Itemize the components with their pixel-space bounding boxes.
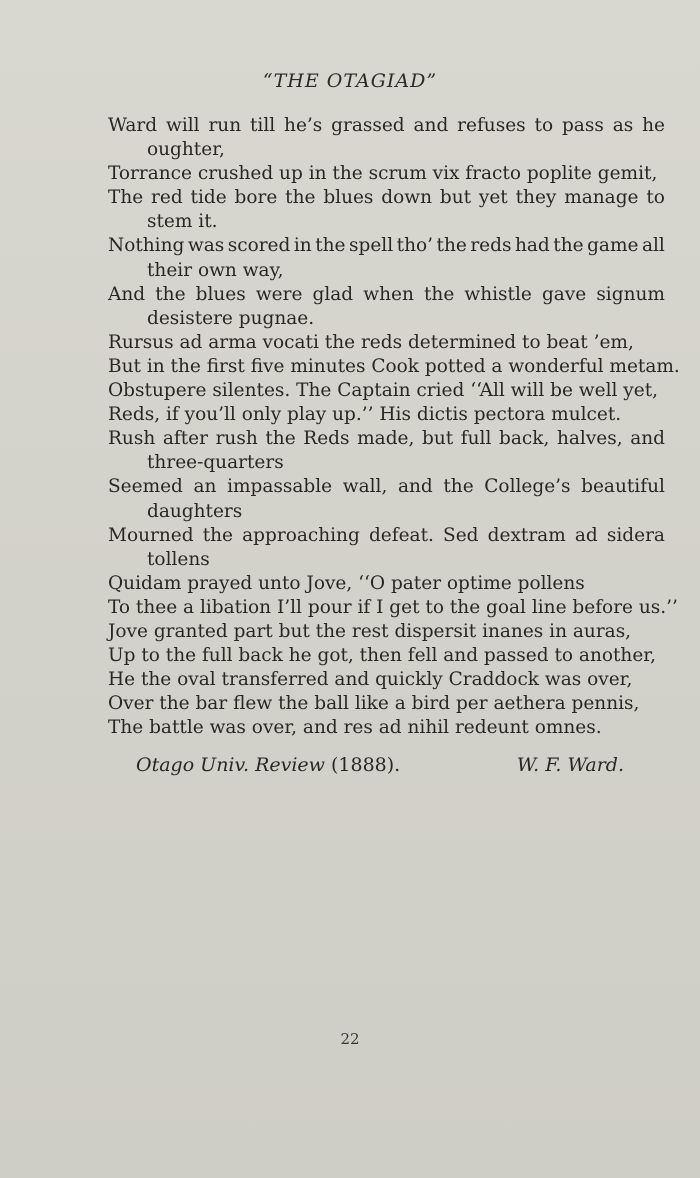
poem-word: and <box>413 115 449 136</box>
poem-word: as <box>612 115 634 136</box>
poem-word: run <box>208 115 242 136</box>
poem-line <box>108 475 665 499</box>
poem-word: the <box>155 283 186 305</box>
poem-word: the <box>423 283 455 305</box>
poem-word: game <box>587 235 639 257</box>
poem-line <box>108 234 665 258</box>
poem-line-continuation: stem it. <box>147 211 218 233</box>
poem-word: red <box>151 187 183 209</box>
poem-line-continuation: three-quarters <box>147 452 284 474</box>
poem-line-continuation: daughters <box>147 500 243 522</box>
poem-word: pass <box>561 115 604 136</box>
poem-word: but <box>439 187 472 209</box>
poem-line: The battle was over, and res ad nihil redeunt omnes. <box>108 717 602 739</box>
poem-word: the <box>285 187 316 209</box>
poem-word: Ward <box>108 115 158 136</box>
poem-line <box>108 427 665 451</box>
poem-word: dextram <box>487 524 566 546</box>
poem-line: Obstupere silentes. The Captain cried ‘‘All will be well yet, <box>108 380 659 402</box>
poem-word: approaching <box>242 524 360 546</box>
poem-word: refuses <box>457 115 526 136</box>
poem-word: College’s <box>484 476 571 498</box>
poem-word: and <box>397 476 433 498</box>
poem-line: Over the bar flew the ball like a bird per aethera pennis, <box>108 693 640 715</box>
poem-word: signum <box>596 283 665 305</box>
poem-word: to <box>534 115 554 136</box>
poem-line-continuation: tollens <box>147 548 210 570</box>
poem-word: The <box>108 187 144 209</box>
poem-word: impassable <box>227 476 333 498</box>
poem-word: to <box>646 187 665 209</box>
poem-word: beautiful <box>581 476 665 498</box>
poem-word: whistle <box>464 283 532 305</box>
poem-word: the <box>443 476 474 498</box>
poem-word: back, <box>499 428 550 450</box>
poem-word: were <box>255 283 303 305</box>
poem-word: tho’ <box>396 235 434 257</box>
poem-word: scored <box>227 235 291 257</box>
running-title: “THE OTAGIAD” <box>262 70 438 92</box>
poem-word: halves, <box>556 428 623 450</box>
poem-word: Rush <box>108 428 156 450</box>
poem-word: the <box>315 235 346 257</box>
poem-word: all <box>641 235 665 257</box>
poem-word: after <box>162 428 208 450</box>
poem-word: Seemed <box>108 476 183 498</box>
poem-word: Mourned <box>108 524 194 546</box>
poem-line: Rursus ad arma vocati the reds determined to beat ’em, <box>108 331 634 353</box>
poem-word: was <box>187 235 225 257</box>
poem-line: Reds, if you’ll only play up.’’ His dictis pectora mulcet. <box>108 404 622 426</box>
attribution-author: W. F. Ward. <box>516 754 624 776</box>
poem-word: manage <box>564 187 639 209</box>
poem-line-continuation: their own way, <box>147 259 284 281</box>
poem-word: made, <box>357 428 415 450</box>
poem-word: tide <box>190 187 227 209</box>
poem-word: And <box>108 283 146 305</box>
poem-word: Reds <box>303 428 350 450</box>
poem-word: when <box>363 283 414 305</box>
poem-line: Up to the full back he got, then fell and passed to another, <box>108 645 656 667</box>
poem-word: Nothing <box>108 235 185 257</box>
poem-word: will <box>165 115 200 136</box>
poem-word: the <box>202 524 233 546</box>
poem-word: but <box>421 428 454 450</box>
poem-word: sidera <box>606 524 665 546</box>
poem-line-continuation: desistere pugnae. <box>147 307 315 329</box>
poem-word: reds <box>470 235 512 257</box>
poem <box>108 114 680 740</box>
poem-word: in <box>293 235 312 257</box>
poem-line <box>108 186 665 210</box>
poem-word: till <box>249 115 276 136</box>
poem-line: Jove granted part but the rest dispersit inanes in auras, <box>108 620 632 642</box>
poem-word: grassed <box>331 115 405 136</box>
poem-word: an <box>193 476 217 498</box>
poem-line <box>108 283 665 307</box>
poem-line: He the oval transferred and quickly Craddock was over, <box>108 669 633 691</box>
poem-word: full <box>460 428 492 450</box>
source-title: Otago Univ. Review <box>136 754 325 776</box>
poem-line <box>108 114 665 138</box>
poem-word: and <box>630 428 665 450</box>
poem-word: ad <box>574 524 598 546</box>
poem-line: Quidam prayed unto Jove, ‘‘O pater optime pollens <box>108 572 585 594</box>
poem-word: defeat. <box>368 524 434 546</box>
poem-word: glad <box>312 283 354 305</box>
attribution-source <box>136 754 400 776</box>
poem-word: blues <box>195 283 246 305</box>
poem-word: they <box>515 187 557 209</box>
poem-word: yet <box>478 187 508 209</box>
poem-word: blues <box>323 187 374 209</box>
poem-word: wall, <box>342 476 388 498</box>
poem-word: Sed <box>443 524 479 546</box>
poem-line: But in the first five minutes Cook potted a wonderful metam. <box>108 355 680 377</box>
poem-word: he’s <box>284 115 323 136</box>
poem-line <box>108 524 665 548</box>
poem-word: had <box>514 235 550 257</box>
poem-word: spell <box>349 235 394 257</box>
poem-word: bore <box>234 187 278 209</box>
source-year: (1888). <box>330 754 401 776</box>
poem-line-continuation: oughter, <box>147 139 225 161</box>
poem-word: down <box>381 187 433 209</box>
poem-word: gave <box>541 283 587 305</box>
page-number: 22 <box>340 1030 360 1048</box>
poem-word: the <box>436 235 467 257</box>
poem-line: To thee a libation I’ll pour if I get to the goal line before us.’’ <box>108 596 678 618</box>
poem-line: Torrance crushed up in the scrum vix fracto poplite gemit, <box>108 163 658 185</box>
poem-word: rush <box>215 428 258 450</box>
poem-word: he <box>642 115 665 136</box>
poem-word: the <box>265 428 296 450</box>
poem-word: the <box>553 235 584 257</box>
